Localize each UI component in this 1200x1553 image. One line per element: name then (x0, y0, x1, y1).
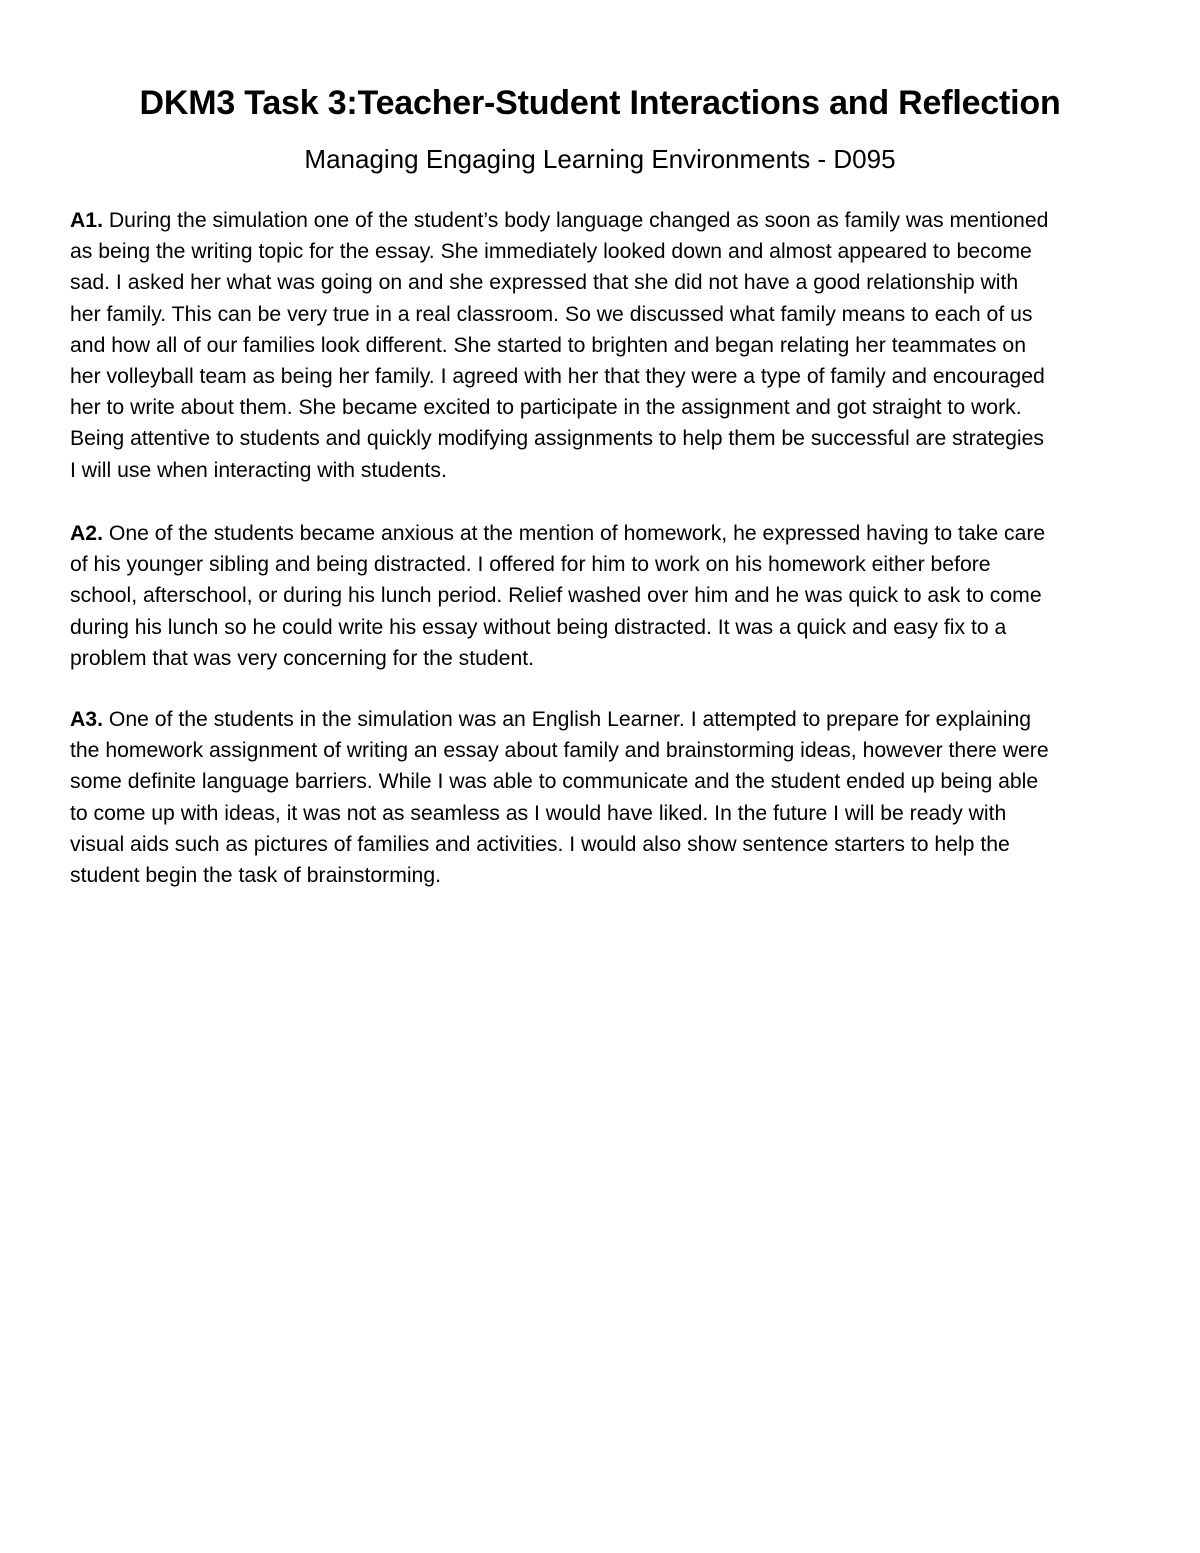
section-line: sad. I asked her what was going on and she expressed that she did not have a good relationship with (70, 271, 1019, 295)
section-line: some definite language barriers. While I was able to communicate and the student ended up being able (70, 770, 1039, 794)
section-line: as being the writing topic for the essay. She immediately looked down and almost appeared to become (70, 240, 1032, 264)
section-line: and how all of our families look different. She started to brighten and began relating her teammates on (70, 333, 1026, 357)
section-line: to come up with ideas, it was not as seamless as I would have liked. In the future I will be ready with (70, 801, 1007, 825)
section-line: her to write about them. She became excited to participate in the assignment and got straight to work. (70, 396, 1022, 420)
section-line: her family. This can be very true in a real classroom. So we discussed what family means to each of us (70, 302, 1033, 326)
section-line: during his lunch so he could write his essay without being distracted. It was a quick and easy fix to a (70, 615, 1007, 639)
section-a3 (70, 704, 1162, 891)
section-line: of his younger sibling and being distracted. I offered for him to work on his homework either before (70, 553, 991, 577)
section-line: school, afterschool, or during his lunch period. Relief washed over him and he was quick to ask to come (70, 584, 1042, 608)
line-text: One of the students in the simulation was an English Learner. I attempted to prepare for explaining (102, 708, 1032, 731)
section-line: Being attentive to students and quickly modifying assignments to help them be successful are strategies (70, 427, 1044, 451)
line-text: During the simulation one of the student’s body language changed as soon as family was mentioned (102, 209, 1049, 232)
section-label: A2. (70, 522, 103, 545)
section-line: her volleyball team as being her family. I agreed with her that they were a type of family and encouraged (70, 364, 1045, 388)
section-line: I will use when interacting with students. (70, 458, 447, 482)
section-line (70, 704, 1162, 735)
section-line: problem that was very concerning for the student. (70, 646, 535, 670)
section-a2 (70, 518, 1162, 674)
section-label: A1. (70, 209, 103, 232)
section-line: student begin the task of brainstorming. (70, 863, 441, 887)
section-line (70, 205, 1162, 236)
section-line: the homework assignment of writing an essay about family and brainstorming ideas, however there were (70, 739, 1049, 763)
section-line (70, 518, 1162, 549)
section-label: A3. (70, 708, 103, 731)
document-title: DKM3 Task 3:Teacher-Student Interactions and Reflection (139, 84, 1061, 122)
section-a1 (70, 205, 1162, 486)
line-text: One of the students became anxious at the mention of homework, he expressed having to take care (102, 522, 1046, 545)
document-subtitle: Managing Engaging Learning Environments - D095 (304, 144, 896, 174)
section-line: visual aids such as pictures of families and activities. I would also show sentence starters to help the (70, 832, 1010, 856)
